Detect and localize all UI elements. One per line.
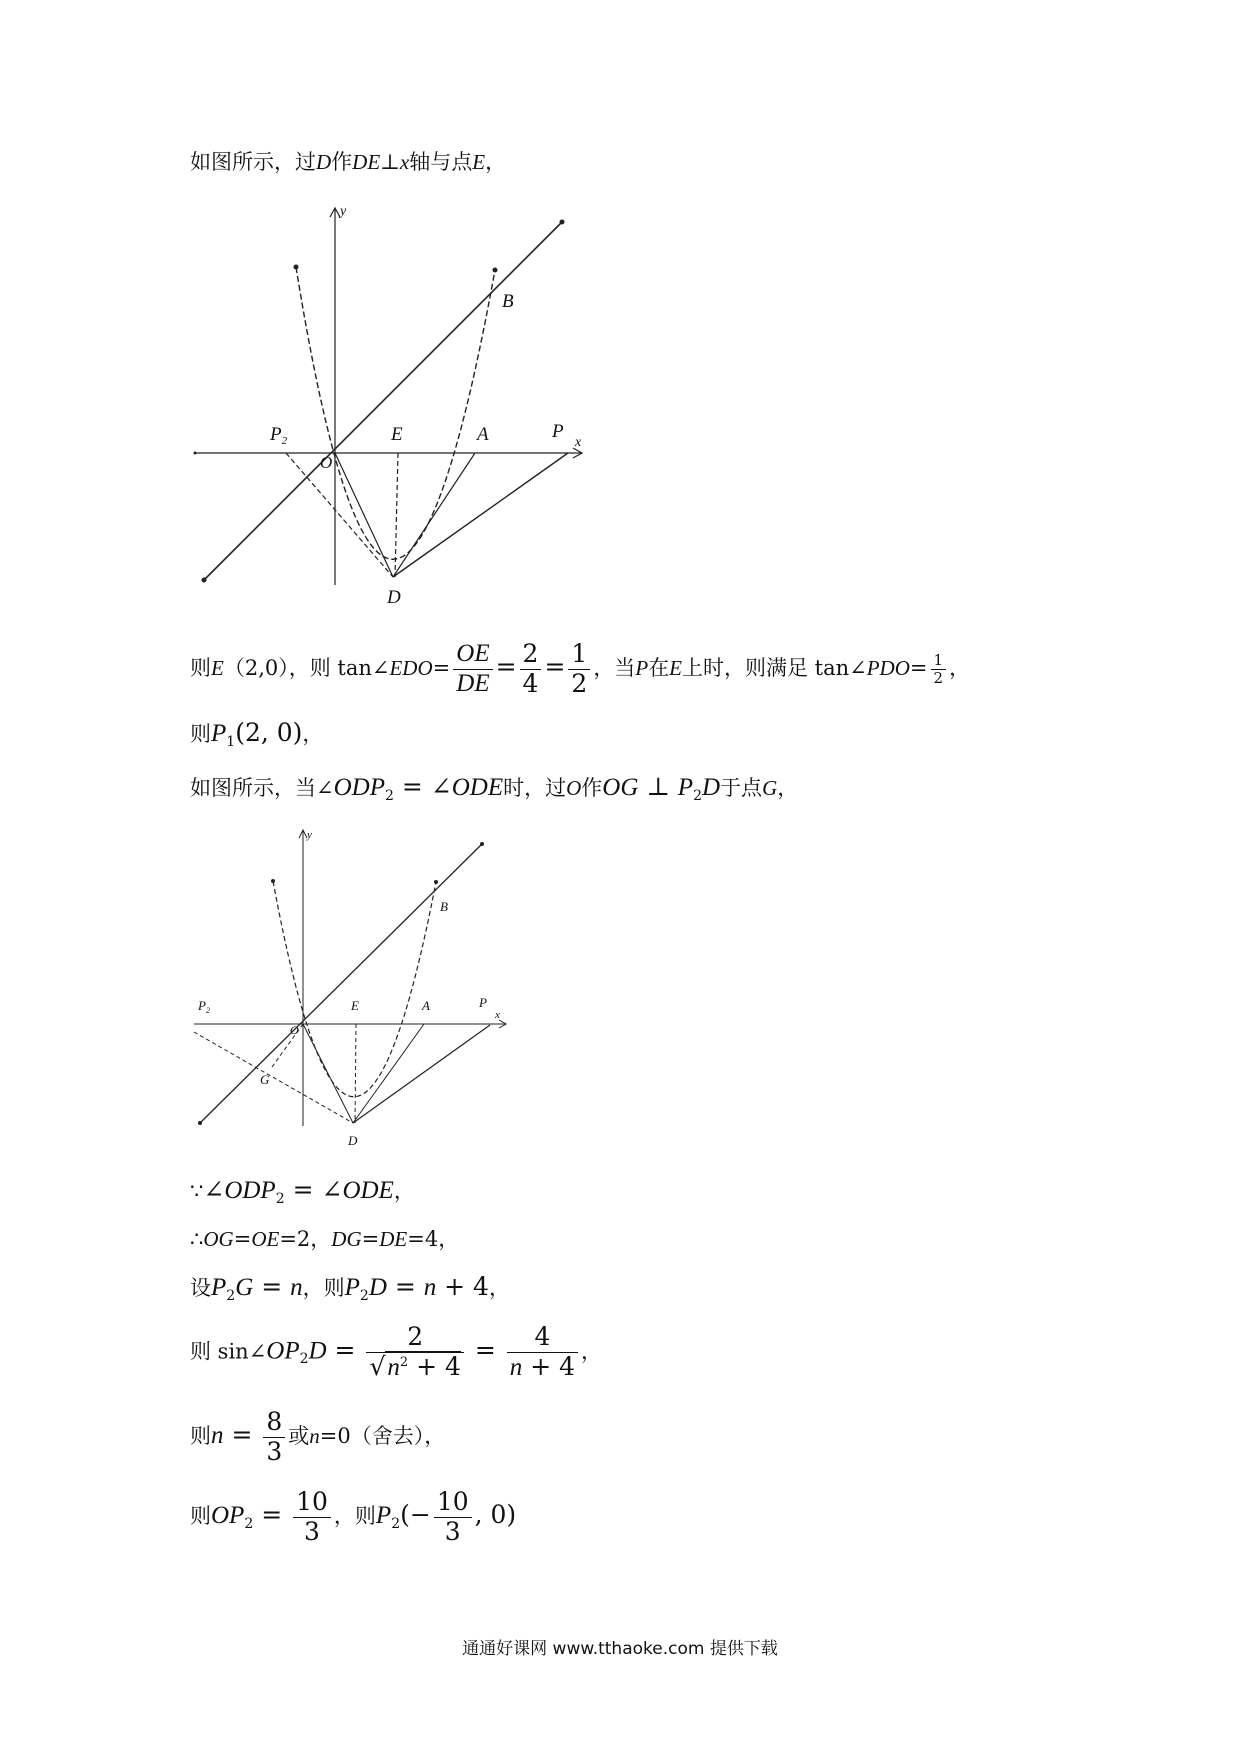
- fraction-oe-de: $\frac{OE}{DE}$: [453, 640, 492, 699]
- figure-1: [190, 200, 610, 620]
- label-p2: $P_2$: [198, 998, 210, 1015]
- label-a: A: [477, 424, 489, 445]
- fraction-10-3-coord: $\frac{10}{3}$: [434, 1488, 472, 1547]
- label-x: x: [495, 1009, 500, 1021]
- figure-2: [190, 820, 520, 1160]
- label-p: P: [552, 421, 564, 442]
- fraction-1-2-small: $\frac{1}{2}$: [931, 652, 947, 688]
- text-line-8: 则 $\sin\angle OP_2D$ = $\frac{2}{√n^2 + 4}$ = $\frac{4}{n + 4}$ ，: [190, 1322, 603, 1381]
- segment-da: [393, 453, 475, 577]
- label-x: x: [575, 435, 582, 450]
- label-b: B: [502, 291, 514, 312]
- fraction-1-2: $\frac{1}{2}$: [568, 640, 590, 699]
- text-line-10: 则$OP_2$ = $\frac{10}{3}$ ，则$P_2(-$ $\frac{10}{3}$ , 0): [190, 1487, 517, 1546]
- text-line-6: ∴OG=OE=2，DG=DE=4，: [190, 1227, 460, 1251]
- segment-dp: [393, 453, 568, 577]
- text-line-2: 则E（2,0），则 tan∠EDO= $\frac{OE}{DE}$ = $\frac{2}{4}$ = $\frac{1}{2}$ ，当P在E上时，则满足 tan∠PDO= $\frac{1}{2}$ ，: [190, 639, 971, 698]
- text-line-1: 如图所示，过D作DE⊥x轴与点E，: [190, 150, 507, 174]
- text-line-5: $\because\angle ODP_2$ = ∠ODE，: [190, 1175, 415, 1207]
- label-a: A: [422, 998, 430, 1013]
- label-p2: $P_2$: [270, 424, 288, 447]
- segment-od: [335, 453, 393, 577]
- parabola: [296, 267, 495, 559]
- label-d: D: [348, 1133, 358, 1148]
- label-o: O: [320, 453, 333, 472]
- segment-da: [353, 1024, 424, 1123]
- text-line-7: 设$P_2G = n$，则$P_2D = n + 4$，: [190, 1272, 510, 1304]
- label-e: E: [351, 998, 359, 1013]
- fraction-sine: $\frac{2}{√n^2 + 4}$: [366, 1323, 463, 1383]
- page-footer: 通通好课网 www.tthaoke.com 提供下载: [462, 1639, 778, 1659]
- label-o: O: [290, 1023, 299, 1037]
- fraction-2-4: $\frac{2}{4}$: [520, 640, 542, 699]
- text-line-9: 则n = $\frac{8}{3}$ 或n=0（舍去），: [190, 1407, 446, 1466]
- fraction-4-n4: $\frac{4}{n + 4}$: [507, 1323, 578, 1383]
- label-g: G: [260, 1072, 270, 1087]
- label-d: D: [387, 587, 401, 608]
- fraction-10-3: $\frac{10}{3}$: [293, 1488, 331, 1547]
- label-y: y: [307, 829, 312, 841]
- label-p: P: [479, 995, 487, 1010]
- segment-dp: [353, 1025, 490, 1123]
- label-b: B: [440, 899, 448, 914]
- segment-de: [355, 1024, 356, 1123]
- line-ob: [204, 222, 562, 580]
- line-ob: [200, 844, 482, 1123]
- label-e: E: [391, 424, 403, 445]
- text-line-3: 则$P_1(2$, 0)，: [190, 718, 324, 750]
- fraction-8-3: $\frac{8}{3}$: [263, 1408, 285, 1467]
- text-line-4: 如图所示，当$\angle ODP_2$ = ∠ODE时，过O作OG ⊥ $P_2D$于点G，: [190, 772, 799, 804]
- label-y: y: [340, 204, 347, 219]
